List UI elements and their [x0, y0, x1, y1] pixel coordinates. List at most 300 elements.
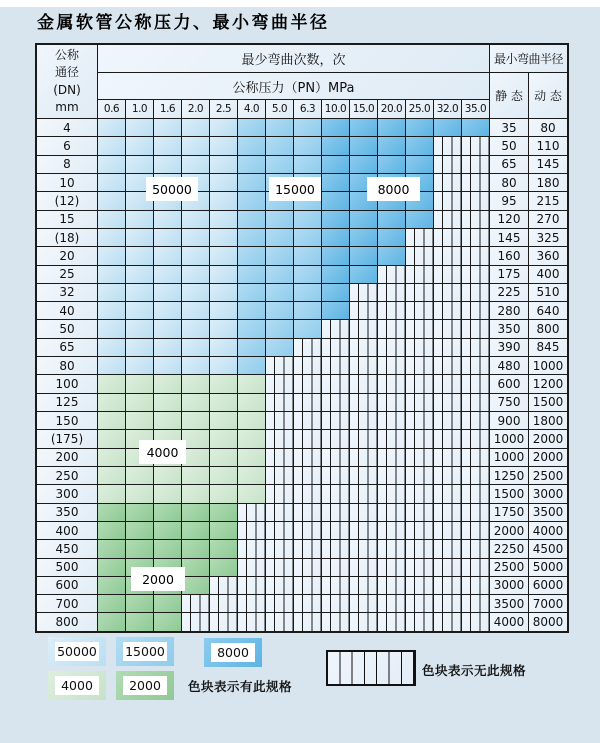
cell-dn32-pn32.0 [434, 283, 462, 301]
cell-dn250-pn10.0 [322, 466, 350, 484]
cell-dn700-pn5.0 [266, 594, 294, 612]
table-row-dn-8 [37, 155, 567, 173]
dynamic-radius-value: 6000 [529, 576, 567, 594]
cell-dn20-pn4.0 [238, 246, 266, 264]
cell-dn15-pn2.0 [182, 210, 210, 228]
table-row-dn-4 [37, 118, 567, 136]
cell-dn15-pn32.0 [434, 210, 462, 228]
table-header [37, 45, 567, 118]
dynamic-radius-value: 180 [529, 173, 567, 191]
cell-dn(175)-pn15.0 [350, 429, 378, 447]
cell-dn125-pn0.6 [98, 393, 126, 411]
cell-dn65-pn2.5 [210, 338, 238, 356]
dynamic-radius-value: 1800 [529, 411, 567, 429]
cell-dn300-pn1.0 [126, 484, 154, 502]
dn-value: 100 [37, 374, 98, 392]
cell-dn(175)-pn6.3 [294, 429, 322, 447]
cell-dn400-pn10.0 [322, 521, 350, 539]
dn-value: 32 [37, 283, 98, 301]
static-radius-value: 2250 [490, 539, 529, 557]
dn-value: 4 [37, 118, 98, 136]
pressure-tick-20.0: 20.0 [378, 100, 406, 118]
cell-dn15-pn10.0 [322, 210, 350, 228]
cell-dn400-pn5.0 [266, 521, 294, 539]
cell-dn(175)-pn0.6 [98, 429, 126, 447]
cell-dn20-pn15.0 [350, 246, 378, 264]
table-row-dn-125 [37, 393, 567, 411]
cell-dn25-pn2.0 [182, 265, 210, 283]
cell-dn600-pn4.0 [238, 576, 266, 594]
cell-dn600-pn32.0 [434, 576, 462, 594]
table-row-dn-15 [37, 210, 567, 228]
cell-dn800-pn4.0 [238, 612, 266, 630]
cell-dn32-pn10.0 [322, 283, 350, 301]
cell-dn65-pn35.0 [462, 338, 490, 356]
cell-dn32-pn0.6 [98, 283, 126, 301]
cell-dn300-pn0.6 [98, 484, 126, 502]
cell-dn100-pn1.6 [154, 374, 182, 392]
cell-dn300-pn25.0 [406, 484, 434, 502]
dynamic-radius-value: 7000 [529, 594, 567, 612]
cell-dn80-pn25.0 [406, 356, 434, 374]
table-row-dn-250 [37, 466, 567, 484]
cell-dn6-pn25.0 [406, 136, 434, 154]
cell-dn32-pn25.0 [406, 283, 434, 301]
cell-dn65-pn4.0 [238, 338, 266, 356]
dynamic-radius-value: 4000 [529, 521, 567, 539]
cell-dn700-pn25.0 [406, 594, 434, 612]
dynamic-radius-value: 360 [529, 246, 567, 264]
pressure-tick-25.0: 25.0 [406, 100, 434, 118]
cell-dn80-pn6.3 [294, 356, 322, 374]
cell-dn32-pn35.0 [462, 283, 490, 301]
cell-dn65-pn1.6 [154, 338, 182, 356]
cell-dn150-pn10.0 [322, 411, 350, 429]
static-radius-value: 95 [490, 191, 529, 209]
cell-dn200-pn4.0 [238, 448, 266, 466]
cell-dn800-pn35.0 [462, 612, 490, 630]
pressure-tick-10.0: 10.0 [322, 100, 350, 118]
cell-dn500-pn6.3 [294, 558, 322, 576]
cell-dn700-pn1.0 [126, 594, 154, 612]
cell-dn25-pn5.0 [266, 265, 294, 283]
cell-dn100-pn2.0 [182, 374, 210, 392]
cell-dn350-pn2.5 [210, 503, 238, 521]
cell-dn65-pn5.0 [266, 338, 294, 356]
cell-dn50-pn20.0 [378, 319, 406, 337]
legend-has-spec-text: 色块表示有此规格 [188, 679, 293, 694]
cell-dn50-pn4.0 [238, 319, 266, 337]
static-radius-value: 390 [490, 338, 529, 356]
cell-dn500-pn25.0 [406, 558, 434, 576]
dn-value: 700 [37, 594, 98, 612]
table-row-dn-65 [37, 338, 567, 356]
cell-dn100-pn5.0 [266, 374, 294, 392]
col-header-dynamic: 动 态 [529, 73, 567, 118]
cell-dn50-pn32.0 [434, 319, 462, 337]
cell-dn400-pn35.0 [462, 521, 490, 539]
cell-dn65-pn1.0 [126, 338, 154, 356]
cell-dn300-pn5.0 [266, 484, 294, 502]
table-row-dn-700 [37, 594, 567, 612]
table-row-dn-400 [37, 521, 567, 539]
col-header-cycles: 最少弯曲次数，次 [98, 45, 490, 73]
static-radius-value: 160 [490, 246, 529, 264]
cell-dn32-pn1.6 [154, 283, 182, 301]
cell-dn400-pn20.0 [378, 521, 406, 539]
cell-dn32-pn6.3 [294, 283, 322, 301]
table-row-dn-(175) [37, 429, 567, 447]
dn-head-line: 通径 [54, 65, 79, 80]
cell-dn400-pn2.5 [210, 521, 238, 539]
cell-dn450-pn4.0 [238, 539, 266, 557]
cell-dn15-pn2.5 [210, 210, 238, 228]
cell-dn150-pn35.0 [462, 411, 490, 429]
cell-dn(175)-pn35.0 [462, 429, 490, 447]
cell-dn4-pn32.0 [434, 118, 462, 136]
static-radius-value: 750 [490, 393, 529, 411]
cell-dn125-pn1.0 [126, 393, 154, 411]
cell-dn250-pn32.0 [434, 466, 462, 484]
cell-dn(18)-pn5.0 [266, 228, 294, 246]
pressure-tick-35.0: 35.0 [462, 100, 490, 118]
pressure-tick-4.0: 4.0 [238, 100, 266, 118]
cell-dn80-pn20.0 [378, 356, 406, 374]
static-radius-value: 1500 [490, 484, 529, 502]
dynamic-radius-value: 110 [529, 136, 567, 154]
cell-dn25-pn6.3 [294, 265, 322, 283]
cell-dn40-pn1.0 [126, 301, 154, 319]
cell-dn250-pn0.6 [98, 466, 126, 484]
cell-dn300-pn2.5 [210, 484, 238, 502]
cell-dn80-pn35.0 [462, 356, 490, 374]
cell-dn4-pn25.0 [406, 118, 434, 136]
cell-dn150-pn25.0 [406, 411, 434, 429]
legend-swatch-value: 50000 [55, 642, 99, 661]
cell-dn8-pn10.0 [322, 155, 350, 173]
static-radius-value: 3000 [490, 576, 529, 594]
cell-dn200-pn10.0 [322, 448, 350, 466]
legend-swatch-15000 [116, 637, 174, 666]
cell-dn500-pn35.0 [462, 558, 490, 576]
cell-dn6-pn2.0 [182, 136, 210, 154]
cell-dn6-pn32.0 [434, 136, 462, 154]
cell-dn(18)-pn10.0 [322, 228, 350, 246]
cell-dn800-pn5.0 [266, 612, 294, 630]
cell-dn(18)-pn1.0 [126, 228, 154, 246]
cell-dn40-pn10.0 [322, 301, 350, 319]
dynamic-radius-value: 270 [529, 210, 567, 228]
dn-value: 50 [37, 319, 98, 337]
cell-dn40-pn4.0 [238, 301, 266, 319]
cell-dn32-pn15.0 [350, 283, 378, 301]
cell-dn200-pn0.6 [98, 448, 126, 466]
cell-dn100-pn0.6 [98, 374, 126, 392]
static-radius-value: 2000 [490, 521, 529, 539]
cell-dn8-pn1.6 [154, 155, 182, 173]
cell-dn20-pn35.0 [462, 246, 490, 264]
cell-dn80-pn5.0 [266, 356, 294, 374]
cell-dn125-pn15.0 [350, 393, 378, 411]
pressure-tick-32.0: 32.0 [434, 100, 462, 118]
cell-dn800-pn2.0 [182, 612, 210, 630]
cell-dn250-pn2.0 [182, 466, 210, 484]
cell-dn32-pn2.5 [210, 283, 238, 301]
cell-dn65-pn20.0 [378, 338, 406, 356]
dynamic-radius-value: 510 [529, 283, 567, 301]
cell-dn700-pn4.0 [238, 594, 266, 612]
cell-dn150-pn5.0 [266, 411, 294, 429]
cell-dn350-pn6.3 [294, 503, 322, 521]
cell-dn80-pn0.6 [98, 356, 126, 374]
cell-dn700-pn1.6 [154, 594, 182, 612]
cell-dn100-pn4.0 [238, 374, 266, 392]
cell-dn100-pn10.0 [322, 374, 350, 392]
cell-dn500-pn2.0 [182, 558, 210, 576]
legend-swatch-50000 [48, 637, 106, 666]
cell-dn200-pn6.3 [294, 448, 322, 466]
cell-dn15-pn20.0 [378, 210, 406, 228]
cell-dn8-pn15.0 [350, 155, 378, 173]
cell-dn300-pn2.0 [182, 484, 210, 502]
cell-dn250-pn1.0 [126, 466, 154, 484]
cell-dn800-pn2.5 [210, 612, 238, 630]
cell-dn400-pn1.6 [154, 521, 182, 539]
cell-dn700-pn20.0 [378, 594, 406, 612]
cell-dn800-pn10.0 [322, 612, 350, 630]
cell-dn(175)-pn2.0 [182, 429, 210, 447]
cell-dn800-pn1.0 [126, 612, 154, 630]
table-row-dn-200 [37, 448, 567, 466]
cell-dn150-pn15.0 [350, 411, 378, 429]
cell-dn40-pn0.6 [98, 301, 126, 319]
cell-dn500-pn2.5 [210, 558, 238, 576]
cell-dn(12)-pn2.5 [210, 191, 238, 209]
table-row-dn-500 [37, 558, 567, 576]
cell-dn40-pn32.0 [434, 301, 462, 319]
cell-dn150-pn20.0 [378, 411, 406, 429]
cycles-label-50000: 50000 [146, 177, 198, 201]
cell-dn450-pn5.0 [266, 539, 294, 557]
cell-dn300-pn15.0 [350, 484, 378, 502]
cell-dn150-pn2.0 [182, 411, 210, 429]
cell-dn6-pn4.0 [238, 136, 266, 154]
cell-dn25-pn0.6 [98, 265, 126, 283]
cell-dn50-pn1.6 [154, 319, 182, 337]
cell-dn250-pn5.0 [266, 466, 294, 484]
col-header-dn [37, 45, 98, 118]
cell-dn100-pn6.3 [294, 374, 322, 392]
static-radius-value: 1250 [490, 466, 529, 484]
cell-dn125-pn5.0 [266, 393, 294, 411]
dynamic-radius-value: 1200 [529, 374, 567, 392]
pressure-tick-2.0: 2.0 [182, 100, 210, 118]
dn-value: 800 [37, 612, 98, 630]
cell-dn80-pn32.0 [434, 356, 462, 374]
cell-dn20-pn10.0 [322, 246, 350, 264]
cell-dn25-pn10.0 [322, 265, 350, 283]
static-radius-value: 4000 [490, 612, 529, 630]
static-radius-value: 50 [490, 136, 529, 154]
cell-dn350-pn32.0 [434, 503, 462, 521]
cell-dn50-pn5.0 [266, 319, 294, 337]
cell-dn6-pn0.6 [98, 136, 126, 154]
cell-dn(18)-pn2.0 [182, 228, 210, 246]
legend-swatch-value: 2000 [123, 676, 167, 695]
cell-dn65-pn25.0 [406, 338, 434, 356]
cell-dn150-pn1.0 [126, 411, 154, 429]
cell-dn450-pn1.0 [126, 539, 154, 557]
pressure-tick-5.0: 5.0 [266, 100, 294, 118]
cell-dn350-pn0.6 [98, 503, 126, 521]
table-row-dn-32 [37, 283, 567, 301]
cell-dn25-pn4.0 [238, 265, 266, 283]
cell-dn4-pn35.0 [462, 118, 490, 136]
cell-dn(175)-pn10.0 [322, 429, 350, 447]
dynamic-radius-value: 400 [529, 265, 567, 283]
cell-dn20-pn5.0 [266, 246, 294, 264]
cell-dn15-pn4.0 [238, 210, 266, 228]
cell-dn500-pn0.6 [98, 558, 126, 576]
cell-dn8-pn1.0 [126, 155, 154, 173]
cell-dn700-pn6.3 [294, 594, 322, 612]
cell-dn450-pn15.0 [350, 539, 378, 557]
static-radius-value: 80 [490, 173, 529, 191]
col-header-radius: 最小弯曲半径 [490, 45, 567, 73]
cell-dn400-pn6.3 [294, 521, 322, 539]
legend-swatch-value: 8000 [211, 643, 255, 662]
cell-dn25-pn1.0 [126, 265, 154, 283]
cell-dn450-pn0.6 [98, 539, 126, 557]
cell-dn700-pn0.6 [98, 594, 126, 612]
cell-dn10-pn0.6 [98, 173, 126, 191]
pressure-tick-15.0: 15.0 [350, 100, 378, 118]
cell-dn25-pn15.0 [350, 265, 378, 283]
cell-dn20-pn1.6 [154, 246, 182, 264]
cell-dn450-pn25.0 [406, 539, 434, 557]
cell-dn200-pn2.0 [182, 448, 210, 466]
cell-dn15-pn5.0 [266, 210, 294, 228]
cell-dn(18)-pn32.0 [434, 228, 462, 246]
cell-dn15-pn6.3 [294, 210, 322, 228]
cell-dn600-pn20.0 [378, 576, 406, 594]
dn-value: 150 [37, 411, 98, 429]
cell-dn400-pn1.0 [126, 521, 154, 539]
cell-dn32-pn2.0 [182, 283, 210, 301]
cell-dn500-pn10.0 [322, 558, 350, 576]
cell-dn300-pn20.0 [378, 484, 406, 502]
cell-dn25-pn1.6 [154, 265, 182, 283]
legend-swatch-8000 [204, 638, 262, 667]
cell-dn200-pn20.0 [378, 448, 406, 466]
static-radius-value: 225 [490, 283, 529, 301]
table-row-dn-100 [37, 374, 567, 392]
cell-dn(18)-pn0.6 [98, 228, 126, 246]
static-radius-value: 3500 [490, 594, 529, 612]
col-header-pressure: 公称压力（PN）MPa [98, 73, 490, 100]
cell-dn15-pn0.6 [98, 210, 126, 228]
dn-value: 20 [37, 246, 98, 264]
static-radius-value: 280 [490, 301, 529, 319]
cell-dn150-pn1.6 [154, 411, 182, 429]
cell-dn200-pn15.0 [350, 448, 378, 466]
legend-swatch-2000 [116, 671, 174, 700]
cell-dn40-pn6.3 [294, 301, 322, 319]
cell-dn40-pn2.5 [210, 301, 238, 319]
dynamic-radius-value: 5000 [529, 558, 567, 576]
cell-dn80-pn4.0 [238, 356, 266, 374]
cell-dn350-pn1.6 [154, 503, 182, 521]
dn-value: 25 [37, 265, 98, 283]
cell-dn(18)-pn20.0 [378, 228, 406, 246]
cell-dn40-pn2.0 [182, 301, 210, 319]
cell-dn40-pn25.0 [406, 301, 434, 319]
cell-dn32-pn5.0 [266, 283, 294, 301]
cell-dn(12)-pn32.0 [434, 191, 462, 209]
cell-dn25-pn32.0 [434, 265, 462, 283]
cell-dn(175)-pn32.0 [434, 429, 462, 447]
cell-dn300-pn4.0 [238, 484, 266, 502]
cell-dn350-pn20.0 [378, 503, 406, 521]
cell-dn250-pn1.6 [154, 466, 182, 484]
cell-dn25-pn35.0 [462, 265, 490, 283]
table-row-dn-300 [37, 484, 567, 502]
cell-dn80-pn15.0 [350, 356, 378, 374]
table-row-dn-(18) [37, 228, 567, 246]
cell-dn450-pn2.0 [182, 539, 210, 557]
cell-dn8-pn4.0 [238, 155, 266, 173]
cell-dn(175)-pn20.0 [378, 429, 406, 447]
cell-dn350-pn10.0 [322, 503, 350, 521]
cell-dn(175)-pn4.0 [238, 429, 266, 447]
cell-dn400-pn0.6 [98, 521, 126, 539]
cell-dn10-pn32.0 [434, 173, 462, 191]
dynamic-radius-value: 80 [529, 118, 567, 136]
cell-dn(18)-pn4.0 [238, 228, 266, 246]
table-row-dn-80 [37, 356, 567, 374]
cell-dn150-pn0.6 [98, 411, 126, 429]
cell-dn450-pn2.5 [210, 539, 238, 557]
cell-dn10-pn4.0 [238, 173, 266, 191]
static-radius-value: 35 [490, 118, 529, 136]
cell-dn65-pn6.3 [294, 338, 322, 356]
cell-dn200-pn32.0 [434, 448, 462, 466]
cell-dn25-pn20.0 [378, 265, 406, 283]
col-header-static: 静 态 [490, 73, 529, 118]
cell-dn80-pn1.6 [154, 356, 182, 374]
cell-dn8-pn6.3 [294, 155, 322, 173]
table-row-dn-20 [37, 246, 567, 264]
dynamic-radius-value: 1500 [529, 393, 567, 411]
cell-dn125-pn25.0 [406, 393, 434, 411]
cell-dn(18)-pn1.6 [154, 228, 182, 246]
table-row-dn-600 [37, 576, 567, 594]
dn-value: 200 [37, 448, 98, 466]
cell-dn6-pn15.0 [350, 136, 378, 154]
cell-dn40-pn5.0 [266, 301, 294, 319]
dynamic-radius-value: 640 [529, 301, 567, 319]
cell-dn800-pn32.0 [434, 612, 462, 630]
cell-dn4-pn6.3 [294, 118, 322, 136]
cell-dn150-pn6.3 [294, 411, 322, 429]
dynamic-radius-value: 800 [529, 319, 567, 337]
cell-dn600-pn25.0 [406, 576, 434, 594]
dynamic-radius-value: 3000 [529, 484, 567, 502]
cell-dn100-pn15.0 [350, 374, 378, 392]
cell-dn32-pn1.0 [126, 283, 154, 301]
cell-dn350-pn1.0 [126, 503, 154, 521]
cell-dn600-pn2.5 [210, 576, 238, 594]
